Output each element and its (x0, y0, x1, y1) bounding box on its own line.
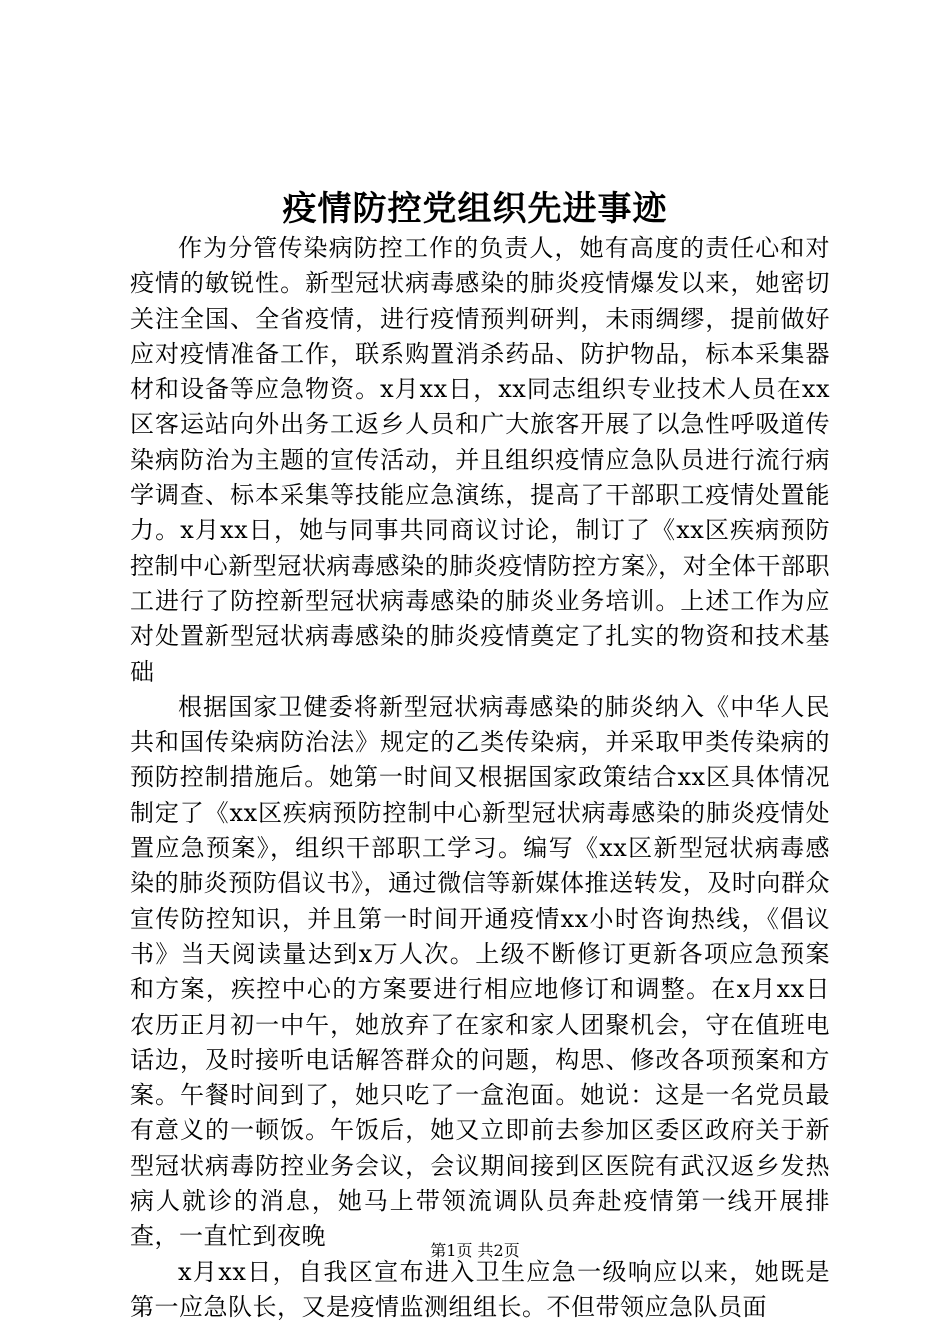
paragraph-2: 根据国家卫健委将新型冠状病毒感染的肺炎纳入《中华人民共和国传染病防治法》规定的乙类传染病，并采取甲类传染病的预防控制措施后。她第一时间又根据国家政策结合xx区具体情况制定了《xx区疾病预防控制中心新型冠状病毒感染的肺炎疫情处置应急预案》，组织干部职工学习。编写《xx区新型冠状病毒感染的肺炎预防倡议书》，通过微信等新媒体推送转发，及时向群众宣传防控知识，并且第一时间开通疫情xx小时咨询热线，《倡议书》当天阅读量达到x万人次。上级不断修订更新各项应急预案和方案，疾控中心的方案要进行相应地修订和调整。在x月xx日农历正月初一中午，她放弃了在家和家人团聚机会，守在值班电话边，及时接听电话解答群众的问题，构思、修改各项预案和方案。午餐时间到了，她只吃了一盒泡面。她说：这是一名党员最有意义的一顿饭。午饭后，她又立即前去参加区委区政府关于新型冠状病毒防控业务会议，会议期间接到区医院有武汉返乡发热病人就诊的消息，她马上带领流调队员奔赴疫情第一线开展排查，一直忙到夜晚 (130, 692, 830, 1251)
paragraph-1: 作为分管传染病防控工作的负责人，她有高度的责任心和对疫情的敏锐性。新型冠状病毒感染的肺炎疫情爆发以来，她密切关注全国、全省疫情，进行疫情预判研判，未雨绸缪，提前做好应对疫情准备工作，联系购置消杀药品、防护物品，标本采集器材和设备等应急物资。x月xx日，xx同志组织专业技术人员在xx区客运站向外出务工返乡人员和广大旅客开展了以急性呼吸道传染病防治为主题的宣传活动，并且组织疫情应急队员进行流行病学调查、标本采集等技能应急演练，提高了干部职工疫情处置能力。x月xx日，她与同事共同商议讨论，制订了《xx区疾病预防控制中心新型冠状病毒感染的肺炎疫情防控方案》，对全体干部职工进行了防控新型冠状病毒感染的肺炎业务培训。上述工作为应对处置新型冠状病毒感染的肺炎疫情奠定了扎实的物资和技术基础 (130, 234, 830, 686)
document-body (130, 231, 830, 1325)
paragraph-3: x月xx日，自我区宣布进入卫生应急一级响应以来，她既是第一应急队长，又是疫情监测组组长。不但带领应急队员面 (130, 1257, 830, 1321)
page-title: 疫情防控党组织先进事迹 (282, 189, 668, 229)
page-footer: 第1页 共2页 (430, 1241, 520, 1260)
